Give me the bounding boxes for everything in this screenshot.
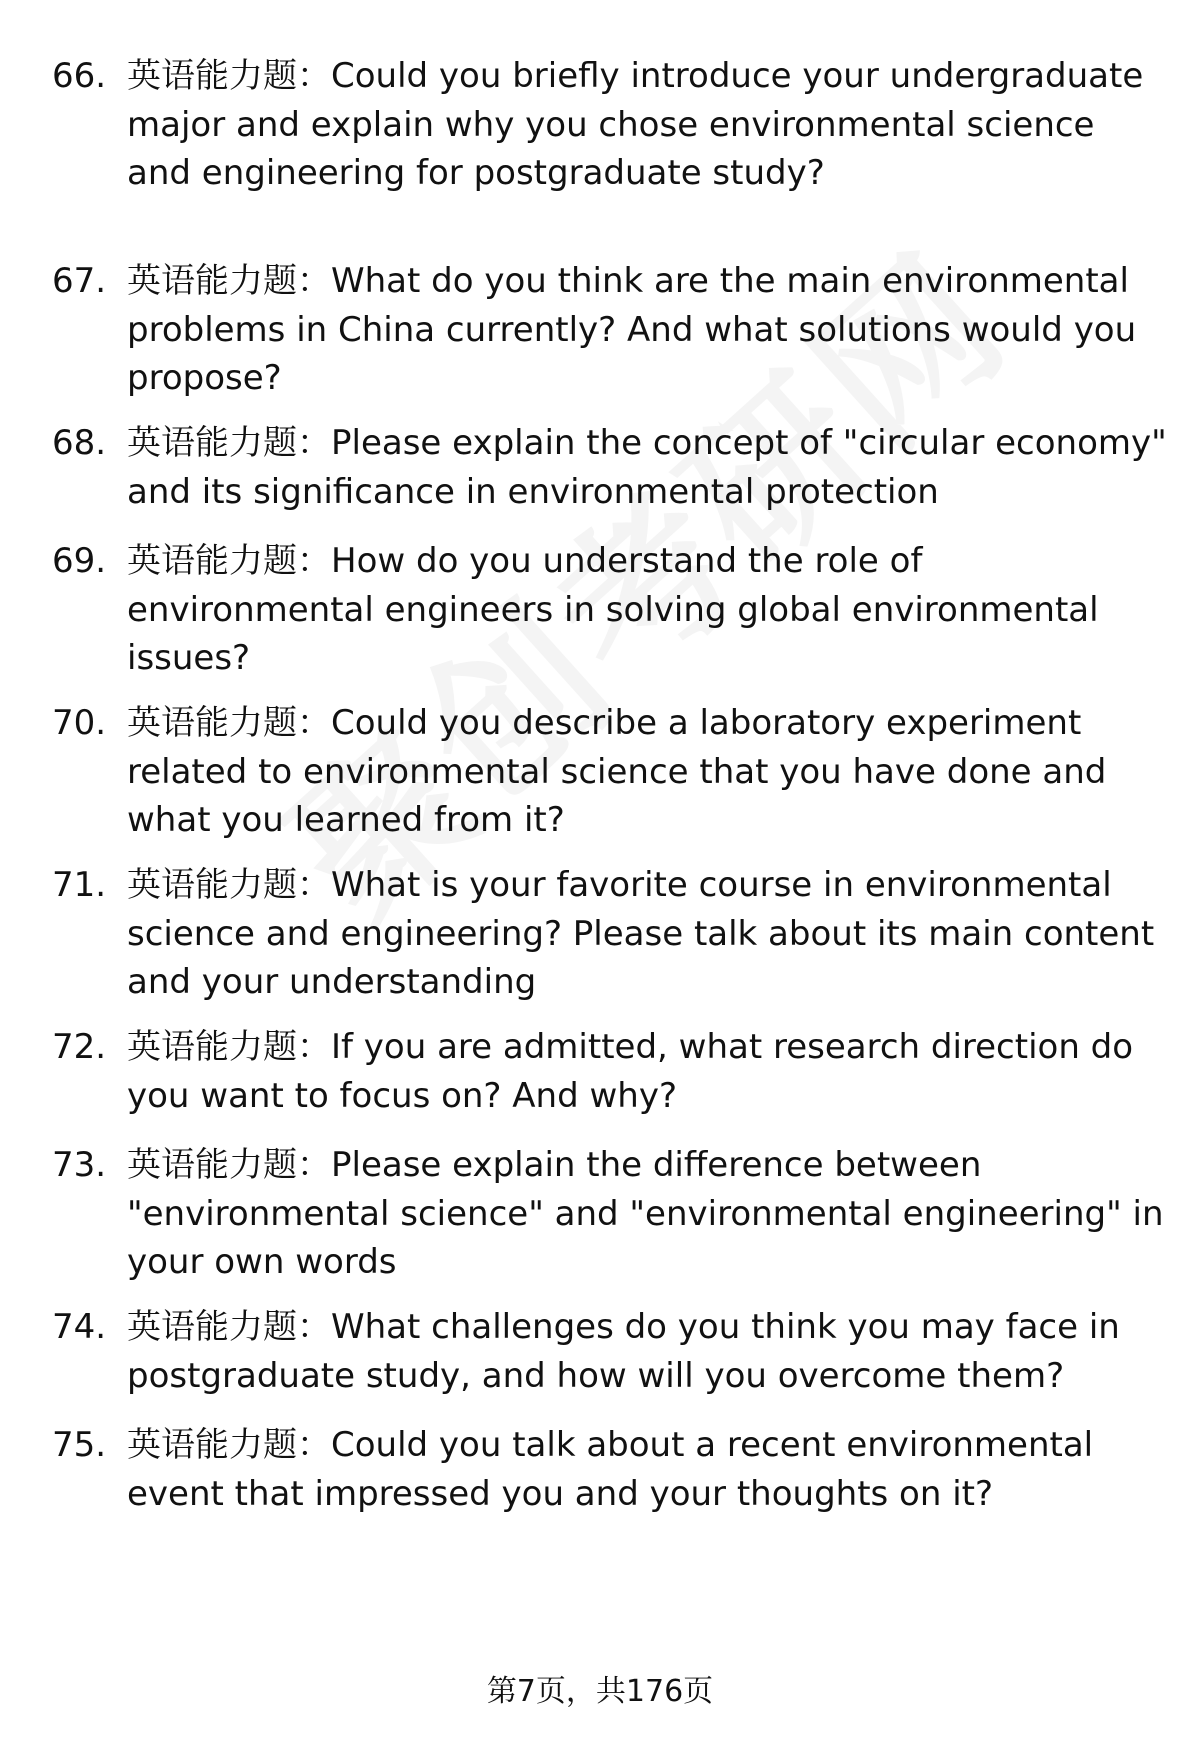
question-number: 68. (52, 423, 107, 463)
question-category: 英语能力题： (127, 261, 331, 301)
question-body (127, 537, 1167, 683)
question-category: 英语能力题： (127, 1307, 331, 1347)
question-number: 72. (52, 1027, 107, 1067)
question-body (127, 1421, 1167, 1518)
question-number: 75. (52, 1425, 107, 1465)
question-text: Could you talk about a recent environmental event that impressed you and your thoughts on it? (127, 1425, 1094, 1514)
question-text: What challenges do you think you may face in postgraduate study, and how will you overcome them? (127, 1307, 1120, 1396)
question-item (52, 537, 1172, 683)
question-body (127, 1023, 1167, 1120)
page-footer (0, 1672, 1200, 1712)
question-text: Please explain the difference between "environmental science" and "environmental engineering" in your own words (127, 1145, 1164, 1282)
question-item (52, 1141, 1172, 1287)
question-body (127, 1141, 1167, 1287)
question-number: 73. (52, 1145, 107, 1185)
question-category: 英语能力题： (127, 423, 331, 463)
question-number: 74. (52, 1307, 107, 1347)
question-text: What do you think are the main environmental problems in China currently? And what solutions would you propose? (127, 261, 1137, 398)
question-category: 英语能力题： (127, 56, 331, 96)
question-body (127, 419, 1167, 516)
question-item (52, 1023, 1172, 1120)
question-number: 70. (52, 703, 107, 743)
question-item (52, 699, 1172, 845)
question-item (52, 1421, 1172, 1518)
question-body (127, 257, 1167, 403)
question-number: 71. (52, 865, 107, 905)
question-item (52, 861, 1172, 1007)
question-category: 英语能力题： (127, 865, 331, 905)
question-body (127, 52, 1167, 198)
question-category: 英语能力题： (127, 1425, 331, 1465)
question-number: 67. (52, 261, 107, 301)
question-body (127, 1303, 1167, 1400)
question-category: 英语能力题： (127, 1027, 331, 1067)
question-item (52, 1303, 1172, 1400)
question-text: Could you briefly introduce your undergraduate major and explain why you chose environmental science and engineering for postgraduate study? (127, 56, 1144, 193)
question-text: Could you describe a laboratory experiment related to environmental science that you have done and what you learned from it? (127, 703, 1107, 840)
question-text: What is your favorite course in environmental science and engineering? Please talk about its main content and your understanding (127, 865, 1155, 1002)
question-category: 英语能力题： (127, 541, 331, 581)
question-text: If you are admitted, what research direction do you want to focus on? And why? (127, 1027, 1134, 1116)
question-item (52, 257, 1172, 403)
question-item (52, 419, 1172, 516)
question-text: How do you understand the role of environmental engineers in solving global environmental issues? (127, 541, 1099, 678)
question-category: 英语能力题： (127, 703, 331, 743)
question-body (127, 861, 1167, 1007)
question-number: 66. (52, 56, 107, 96)
question-item (52, 52, 1172, 198)
page-number-label: 第7页，共176页 (486, 1674, 714, 1709)
question-text: Please explain the concept of "circular economy" and its significance in environmental protection (127, 423, 1167, 512)
question-number: 69. (52, 541, 107, 581)
question-category: 英语能力题： (127, 1145, 331, 1185)
question-body (127, 699, 1167, 845)
